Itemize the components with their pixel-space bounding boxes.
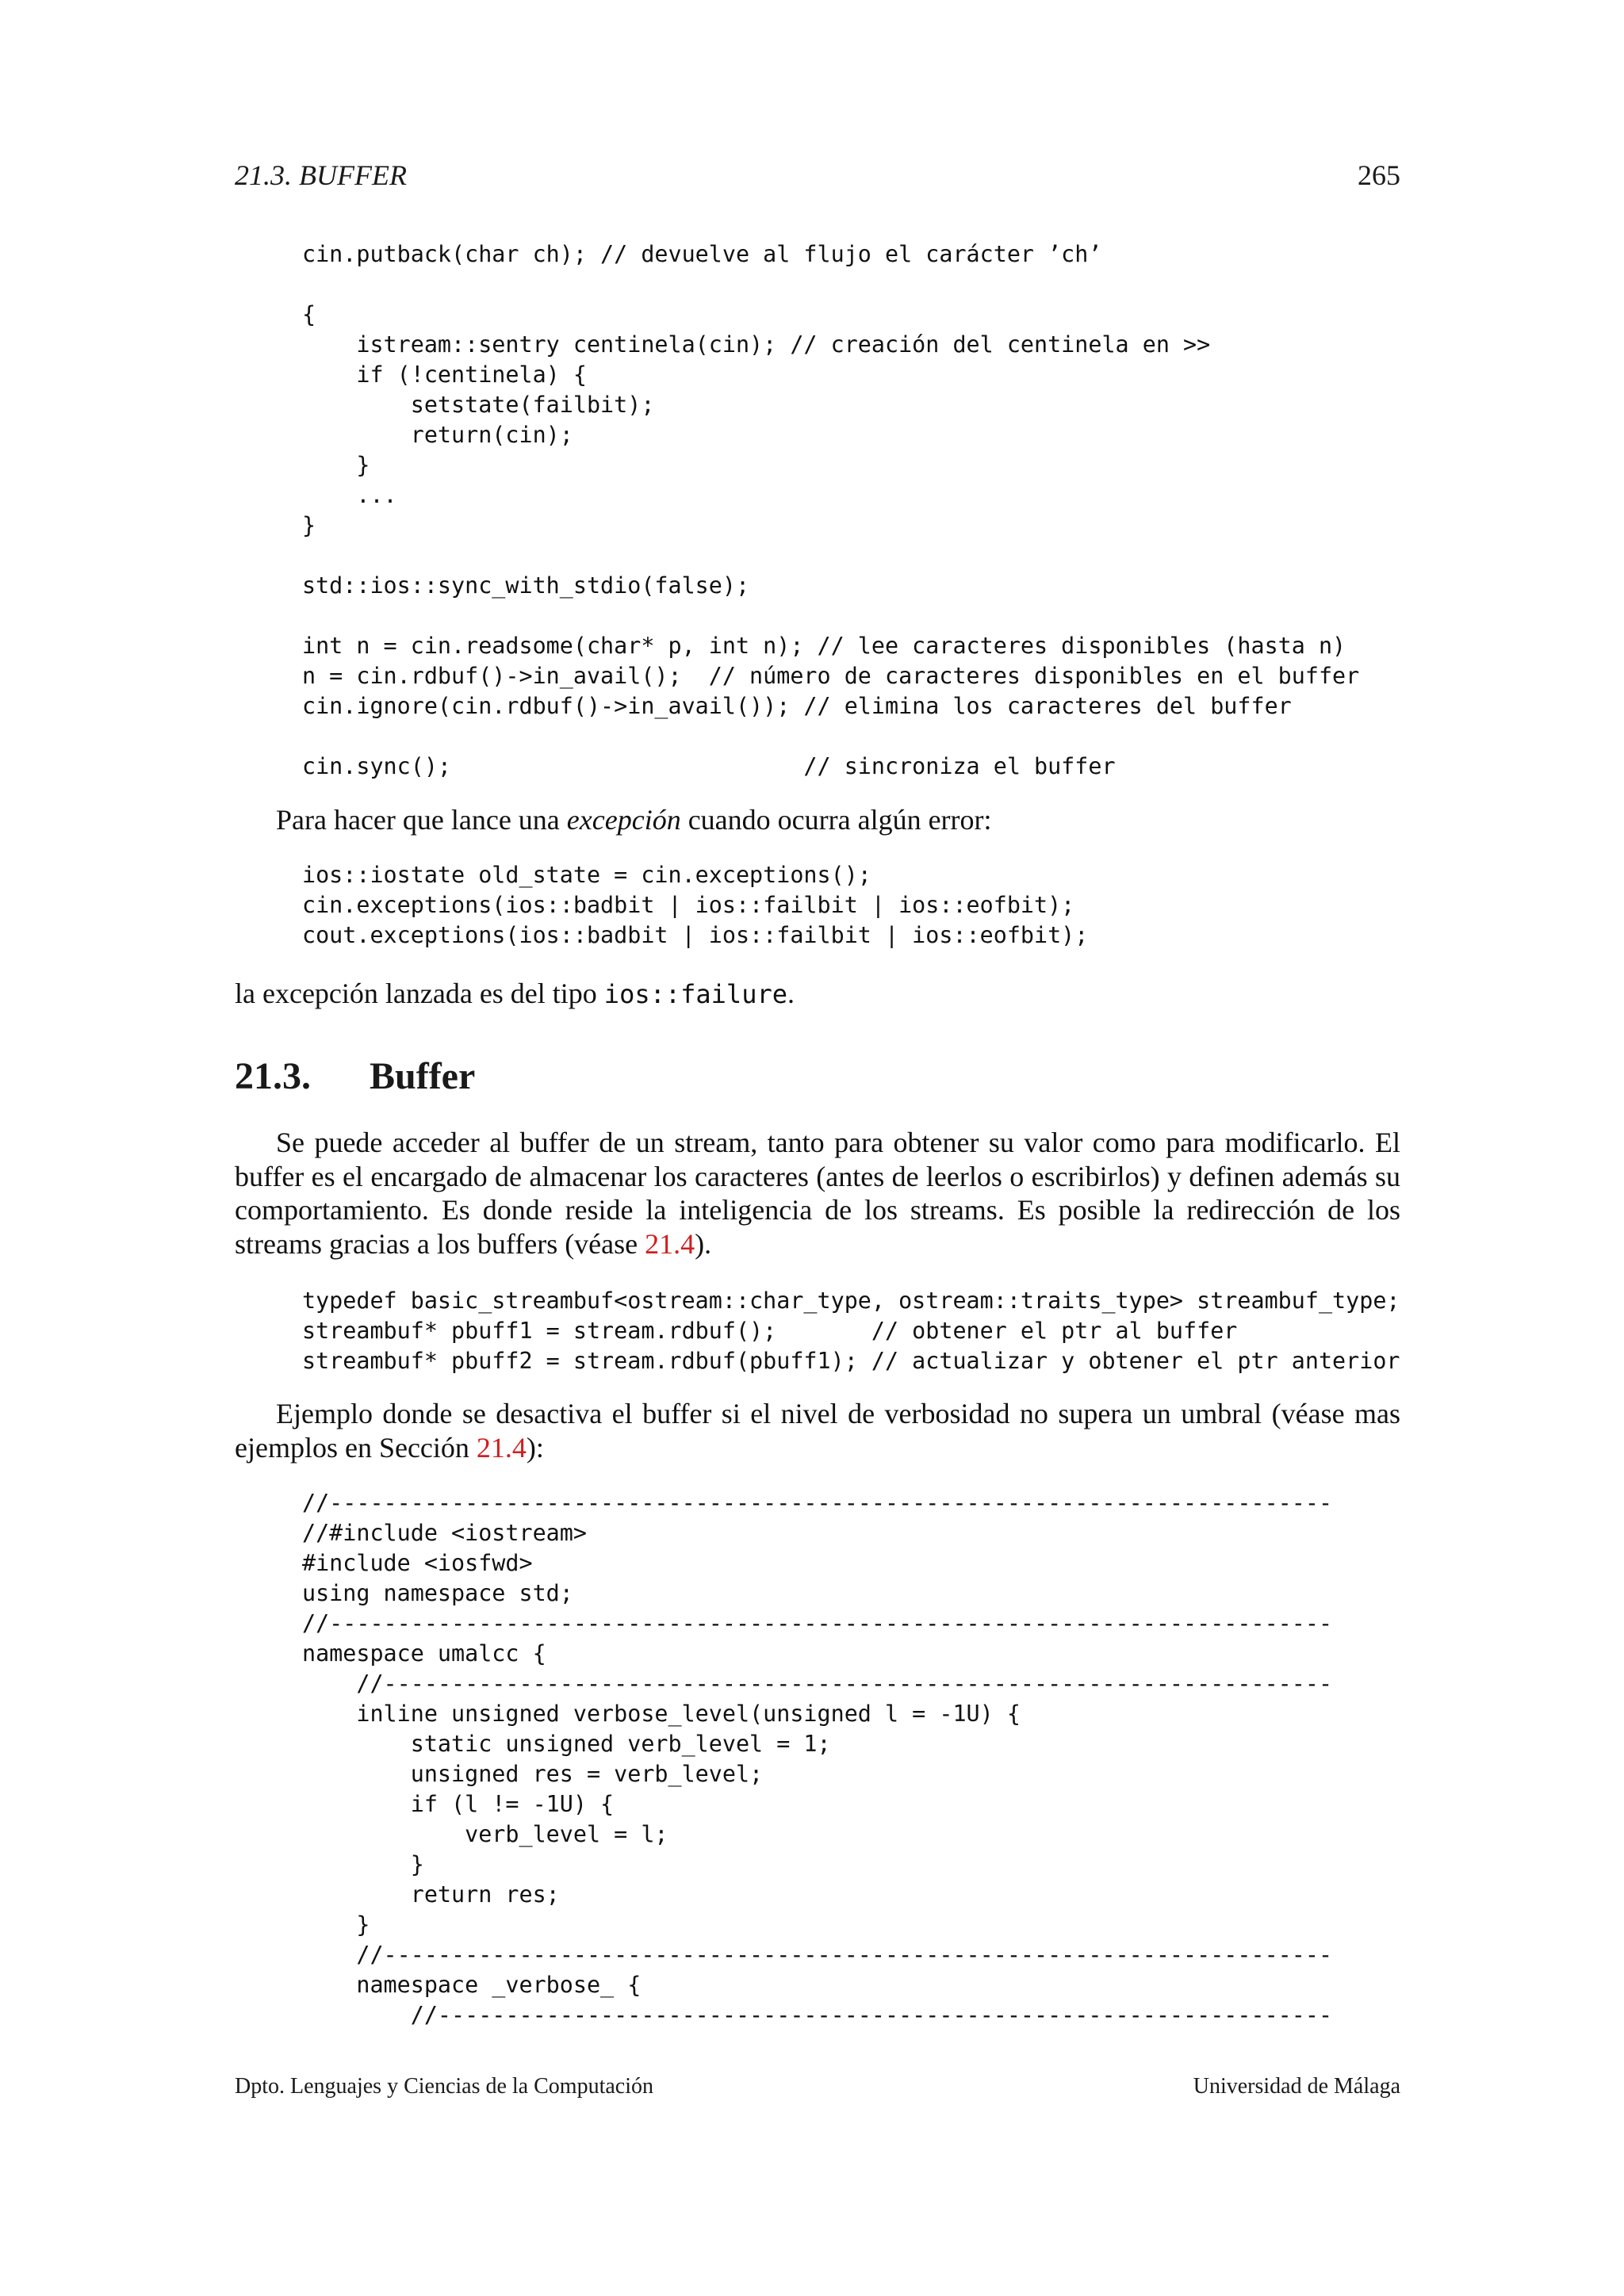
- paragraph-exception: [235, 803, 1400, 837]
- footer-university: Universidad de Málaga: [1193, 2074, 1400, 2099]
- paragraph-buffer-text: Se puede acceder al buffer de un stream, tanto para obtener su valor como para modificarlo. El buffer es el encargado de almacenar los caracteres (antes de leerlos o escribirlos) y definen además su comportamiento. Es donde reside la inteligencia de los streams. Es posible la redirección de los streams gracias a los buffers (véase: [235, 1127, 1400, 1260]
- paragraph-example-end: ):: [526, 1431, 544, 1464]
- code-block-stream-ops: cin.putback(char ch); // devuelve al flujo el carácter ’ch’ { istream::sentry centinela(cin); // creación del centinela en >> if (!centinela) { setstate(failbit); return(cin); } ... } std::ios::sync_with_stdio(false); int n = cin.readsome(char* p, int n); // lee caracteres disponibles (hasta n) n = cin.rdbuf()->in_avail(); // número de caracteres disponibles en el buffer cin.ignore(cin.rdbuf()->in_avail()); // elimina los caracteres del buffer cin.sync(); // sincroniza el buffer: [302, 241, 1360, 779]
- section-title: Buffer: [370, 1055, 476, 1097]
- code-block-exceptions: ios::iostate old_state = cin.exceptions(); cin.exceptions(ios::badbit | ios::failbit | ios::eofbit); cout.exceptions(ios::badbit | ios::failbit | ios::eofbit);: [302, 862, 1089, 948]
- inline-code-ios-failure: ios::failure: [603, 979, 787, 1009]
- code-block-streambuf: typedef basic_streambuf<ostream::char_type, ostream::traits_type> streambuf_type; streambuf* pbuff1 = stream.rdbuf(); // obtener el ptr al buffer streambuf* pbuff2 = stream.rdbuf(pbuff1); // actualizar y obtener el ptr anterior: [302, 1288, 1400, 1374]
- emphasis-excepcion: excepción: [566, 804, 681, 836]
- paragraph-buffer: [235, 1126, 1400, 1261]
- paragraph-exception-text: Para hacer que lance una: [276, 804, 567, 836]
- page-number: 265: [1358, 159, 1400, 191]
- paragraph-buffer-end: ).: [695, 1227, 712, 1260]
- paragraph-failure-end: .: [787, 978, 795, 1009]
- paragraph-failure: [235, 977, 1400, 1012]
- paragraph-exception-text-end: cuando ocurra algún error:: [680, 804, 992, 836]
- cross-reference-link[interactable]: 21.4: [476, 1431, 527, 1464]
- paragraph-example-text: Ejemplo donde se desactiva el buffer si el nivel de verbosidad no supera un umbral (véase mas ejemplos en Sección: [235, 1398, 1400, 1464]
- paragraph-example: [235, 1397, 1400, 1464]
- running-head: [235, 159, 1400, 195]
- footer-department: Dpto. Lenguajes y Ciencias de la Computación: [235, 2074, 653, 2099]
- code-block-verbose-example: //-------------------------------------------------------------------------- //#include <iostream> #include <iosfwd> using namespace std; //-------------------------------------------------------------------------- namespace umalcc { //---------------------------------------------------------------------- inline unsigned verbose_level(unsigned l = -1U) { static unsigned verb_level = 1; unsigned res = verb_level; if (l != -1U) { verb_level = l; } return res; } //---------------------------------------------------------------------- namespace _verbose_ { //------------------------------------------------------------------: [302, 1490, 1333, 2028]
- running-head-title: 21.3. BUFFER: [235, 159, 407, 191]
- section-heading: [235, 1054, 475, 1098]
- page-footer: [235, 2074, 1400, 2106]
- section-number: 21.3.: [235, 1055, 311, 1097]
- paragraph-failure-text: la excepción lanzada es del tipo: [235, 978, 604, 1009]
- cross-reference-link[interactable]: 21.4: [645, 1227, 695, 1260]
